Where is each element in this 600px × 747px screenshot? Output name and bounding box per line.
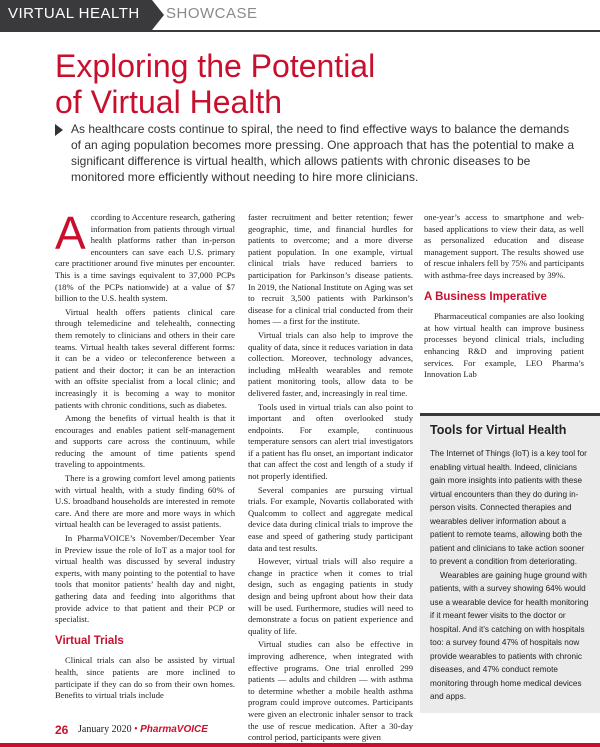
article-paragraph: faster recruitment and better retention; fewer geographic, time, and financial hurdles for patients to overcome; and a more diverse patient population. In one example, virtual clinical trials have reduced barriers to participation for Parkinson’s disease patients. In 2019, the National Institute on Aging was set to recruit 3,500 patients with Parkinson’s disease for a clinical trial conducted from their homes — a first for the institute.: [248, 212, 413, 327]
article-dek: [55, 121, 575, 185]
separator-dot: •: [134, 724, 138, 735]
article-paragraph: one-year’s access to smartphone and web-based applications to view their data, as well as personalized education and disease management support. The results showed use of rescue inhalers fell by 75% and participants with asthma-free days increased by 39%.: [424, 212, 584, 280]
section-header-rule: [0, 30, 600, 32]
article-paragraph: [55, 207, 235, 305]
article-column-3: [424, 212, 584, 383]
section-label: VIRTUAL HEALTH: [8, 5, 140, 22]
article-title-line1: Exploring the Potential: [55, 48, 376, 84]
sidebar-top-rule: [420, 413, 600, 416]
sidebar-body: [430, 447, 592, 704]
article-paragraph: There is a growing comfort level among patients with virtual health, with a study finding 60% of U.S. broadband households are interested in remote care. And there are more and more ways in which virtual health can be leveraged to assist patients.: [55, 473, 235, 530]
sidebar-paragraph: The Internet of Things (IoT) is a key tool for enabling virtual health. Indeed, clinicians gain more insights into patients with these virtual encounters than they do during in-person visits. Connected therapies and wearables deliver information about a patient to remote teams, allowing both the patient and clinicians to take action sooner to prevent a condition from deteriorating.: [430, 449, 587, 566]
article-paragraph: Virtual health offers patients clinical care through telemedicine and telehealth, connecting them remotely to clinicians and others in their care teams. Virtual health takes several different forms: it can be a video or teleconference between a patient and their doctor; it can be an interaction with an offsite specialist from a local clinic; and increasingly it is becoming a way to monitor patients with chronic conditions, such as diabetes.: [55, 306, 235, 410]
article-paragraph: Pharmaceutical companies are also looking at how virtual health can improve business processes beyond clinical trials, including enhancing R&D and improving patient services. For example, LEO Pharma’s Innovation Lab: [424, 311, 584, 380]
page-number: 26: [55, 723, 69, 737]
issue-date: January 2020: [78, 724, 132, 735]
footer-rule: [0, 743, 600, 747]
article-title-line2: of Virtual Health: [55, 84, 283, 120]
article-paragraph: Virtual studies can also be effective in improving adherence, when integrated with effective programs. One trial enrolled 299 patients — adults and children — with asthma to determine whether a mobile health asthma program could improve outcomes. Participants were given an electronic inhaler sensor to track the use of rescue medication. After a 30-day control period, participants were given: [248, 639, 413, 743]
sidebar-title: Tools for Virtual Health: [430, 423, 567, 437]
subhead-business-imperative: A Business Imperative: [424, 290, 547, 303]
article-column-1: [55, 207, 235, 704]
article-paragraph: Among the benefits of virtual health is that it encourages and enables patient self-management and supports care across the continuum, while reducing the amount of time patients spend traveling to appointments.: [55, 413, 235, 470]
sidebar-box: [420, 413, 600, 713]
article-paragraph: Virtual trials can also help to improve the quality of data, since it reduces variation in data collection. Moreover, technology advances, including mHealth wearables and remote patient monitoring tools, allow data to be delivered faster, and, increasingly in real time.: [248, 329, 413, 398]
drop-cap: A: [55, 207, 86, 259]
article-column-2: [248, 212, 413, 746]
section-header: [0, 0, 600, 32]
publication-name: PharmaVOICE: [140, 724, 208, 735]
subhead-virtual-trials: Virtual Trials: [55, 634, 124, 647]
subsection-label: SHOWCASE: [166, 5, 258, 22]
issue-line: [78, 724, 208, 735]
dek-text: As healthcare costs continue to spiral, the need to find effective ways to balance the demands of an aging population becomes more pressing. One approach that has the potential to make a significant difference is virtual health, which allows patients with chronic diseases to be monitored more efficiently without needing to hire more clinicians.: [71, 122, 574, 184]
article-paragraph: Several companies are pursuing virtual trials. For example, Novartis collaborated with Qualcomm to collect and aggregate medical device data during clinical trials to improve the ease and speed of gathering study participant data and test results.: [248, 484, 413, 553]
article-title: [55, 48, 575, 120]
article-paragraph: In PharmaVOICE’s November/December Year in Preview issue the role of IoT as a major tool for virtual health was discussed by several industry experts, with many pointing to the potential to have tools that monitor patients’ health day and night, gathering data and feeding into algorithms that provide advice to that patient and their PCP or specialist.: [55, 533, 235, 625]
section-header-arrow: [152, 0, 164, 30]
article-paragraph: Tools used in virtual trials can also point to important and often overlooked study endpoints. For example, continuous temperature sensors can alert trial investigators if a patient has flu onset, an important indicator that can affect the cost and length of a study if not properly identified.: [248, 401, 413, 482]
article-paragraph: Clinical trials can also be assisted by virtual health, since patients are more inclined to participate if they can do so from their own homes. Benefits to virtual trials include: [55, 655, 235, 701]
page-footer: [0, 715, 600, 747]
sidebar-paragraph: Wearables are gaining huge ground with patients, with a survey showing 64% would use a wearable device for health monitoring if it meant fewer visits to the doctor or hospital. And it’s catching on with hospitals too: a survey found 47% of hospitals now provide wearables to patients with chronic diseases, and 47% conduct remote monitoring through home medical devices and apps.: [430, 570, 589, 701]
dek-arrow-icon: [55, 124, 63, 136]
article-paragraph: However, virtual trials will also require a change in practice when it comes to trial design, such as engaging patients in study design and being upfront about how their data will be used. Furthermore, studies will need to demonstrate a focus on patient experience and quality of life.: [248, 556, 413, 636]
paragraph-text: ccording to Accenture research, gathering information from patients through virtual health platforms rather than in-person encounters can save each U.S. primary care practitioner around five minutes per encounter. This is a time savings equivalent to 37,000 PCPs (18% of the PCPs nationwide) at a value of $7 billion to the U.S. health system.: [55, 212, 235, 304]
